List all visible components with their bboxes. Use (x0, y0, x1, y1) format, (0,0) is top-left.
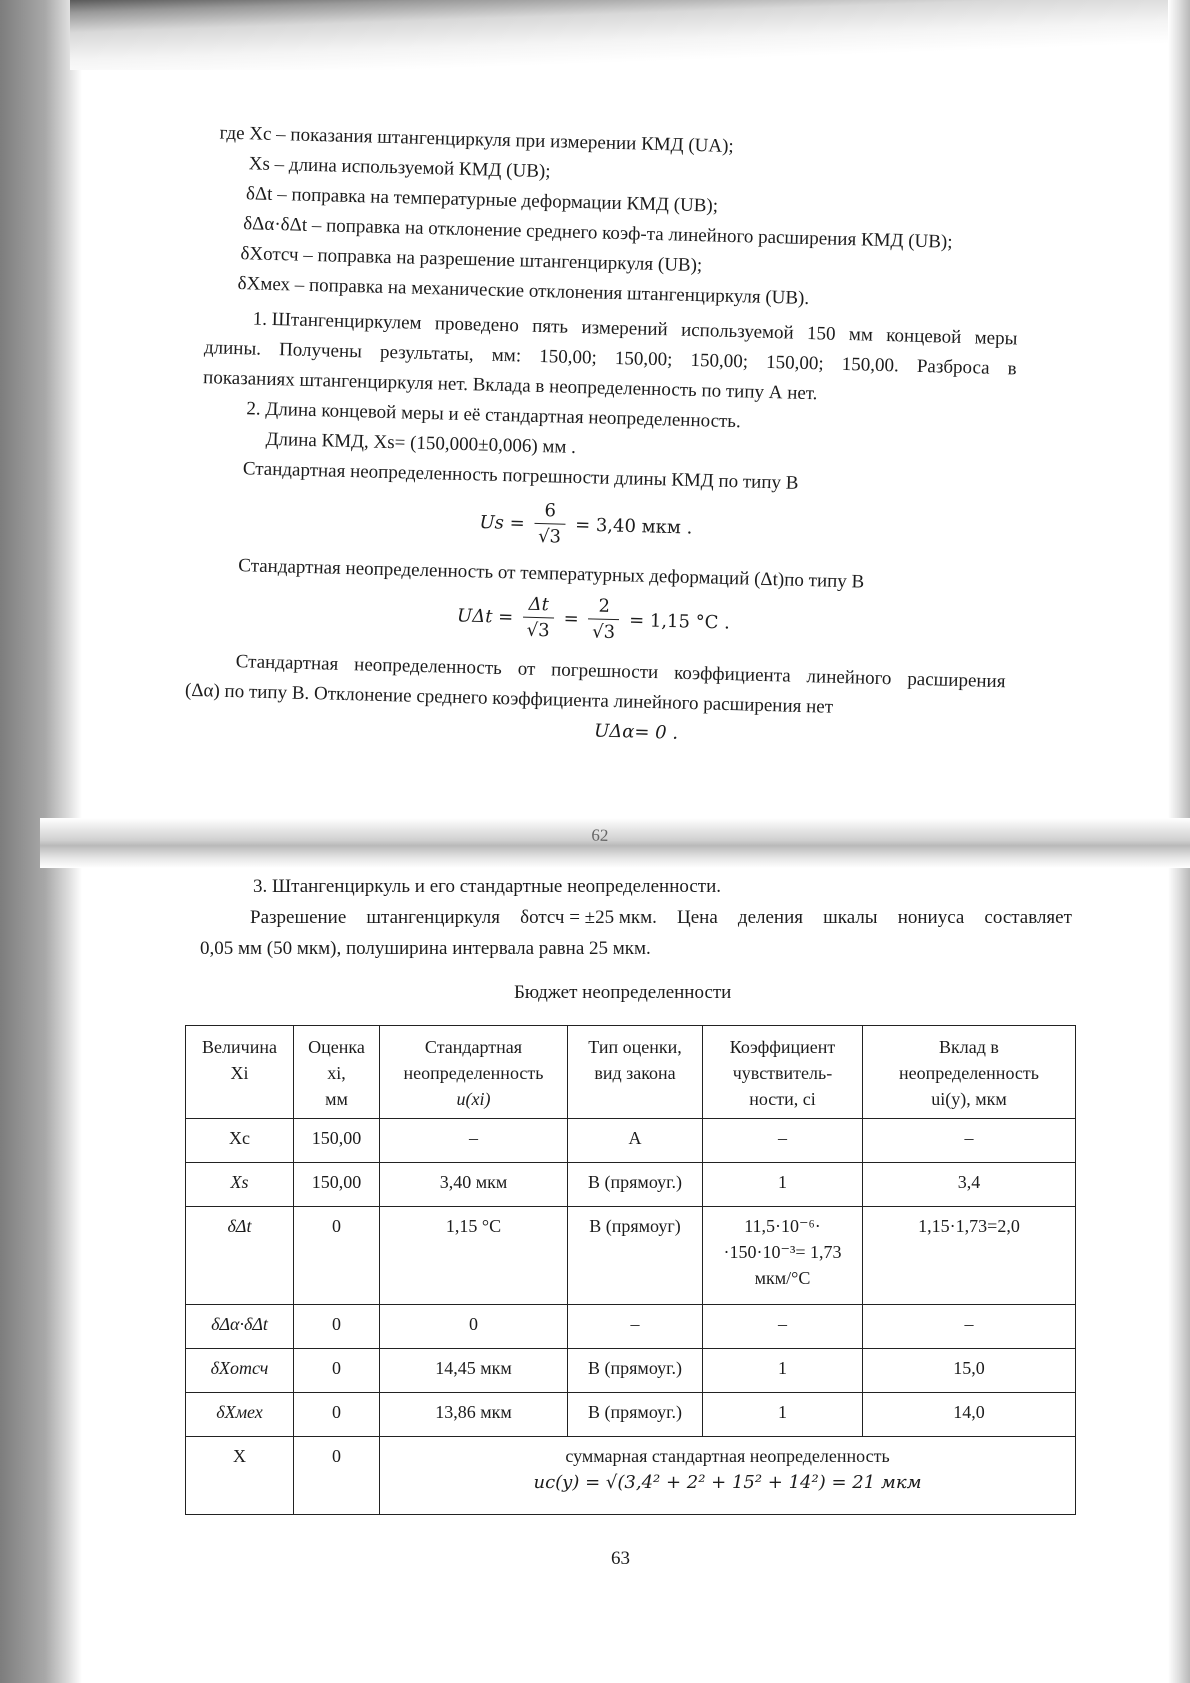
table-row: δΔt 0 1,15 °C В (прямоуг) 11,5·10⁻⁶· ·150·10⁻³= 1,73 мкм/°C 1,15·1,73=2,0 (186, 1207, 1076, 1305)
combined-uncertainty-label: суммарная стандартная неопределенность (565, 1446, 890, 1466)
table-row-total: X 0 суммарная стандартная неопределенность uc(y) = √(3,4² + 2² + 15² + 14²) = 21 мкм (186, 1437, 1076, 1515)
std-coefficient-line-1: Стандартная неопределенность от погрешности коэффициента линейного расширения (235, 651, 1006, 693)
header-quantity: Величина Xi (186, 1026, 294, 1119)
definition-delta-mechanical: δXмех – поправка на механические отклонения штангенциркуля (UB). (237, 273, 810, 310)
combined-uncertainty-formula: uc(y) = √(3,4² + 2² + 15² + 14²) = 21 мкм (533, 1472, 922, 1493)
definition-delta-t: δΔt – поправка на температурные деформации КМД (UB); (245, 183, 719, 217)
header-contribution: Вклад в неопределенность ui(y), мкм (863, 1026, 1076, 1119)
page-number-62: 62 (591, 825, 609, 845)
std-temperature-caption: Стандартная неопределенность от температурных деформаций (Δt)по типу В (238, 555, 865, 593)
std-coefficient-line-2: (Δα) по типу В. Отклонение среднего коэффициента линейного расширения нет (184, 679, 834, 718)
definition-delta-resolution: δXотсч – поправка на разрешение штангенциркуля (UB); (240, 243, 703, 277)
uncertainty-budget-table (185, 1025, 1076, 1515)
header-evaluation-type: Тип оценки, вид закона (568, 1026, 703, 1119)
paragraph-1-line-1: 1. Штангенциркулем проведено пять измерений используемой 150 мм концевой меры (252, 308, 1018, 350)
header-standard-uncertainty: Стандартная неопределенность u(xi) (380, 1026, 568, 1119)
resolution-line-1: Разрешение штангенциркуля δотсч = ±25 мкм. Цена деления шкалы нониуса составляет (250, 907, 1072, 928)
paragraph-1-line-3: показаниях штангенциркуля нет. Вклада в неопределенность по типу А нет. (202, 367, 818, 405)
section-2-heading: 2. Длина концевой меры и её стандартная неопределенность. (246, 398, 742, 433)
header-sensitivity: Коэффициент чувствитель- ности, ci (703, 1026, 863, 1119)
equation-us: Us = $\frac{6}{√3}$ = 3,40 мкм . (479, 500, 693, 548)
table-row: δΔα·δΔt 0 0 – – – (186, 1305, 1076, 1349)
definition-delta-alpha: δΔα·δΔt – поправка на отклонение среднего коэф-та линейного расширения КМД (UB); (242, 213, 953, 253)
paragraph-1-line-2: длины. Получены результаты, мм: 150,00; 150,00; 150,00; 150,00; 150,00. Разброса в (203, 337, 1017, 380)
table-row: δXотсч 0 14,45 мкм В (прямоуг.) 1 15,0 (186, 1349, 1076, 1393)
std-length-caption: Стандартная неопределенность погрешности длины КМД по типу В (242, 458, 799, 494)
table-header-row (186, 1026, 1076, 1119)
equation-ut: UΔt = $\frac{\Delta t}{√3}$ = $\frac{2}{√3}$ = 1,15 °C . (456, 593, 731, 644)
definition-xc: где Xc – показания штангенциркуля при измерении КМД (UA); (219, 122, 735, 157)
header-estimate: Оценка xi, мм (294, 1026, 380, 1119)
table-row: δXмех 0 13,86 мкм В (прямоуг.) 1 14,0 (186, 1393, 1076, 1437)
table-row: Xs 150,00 3,40 мкм В (прямоуг.) 1 3,4 (186, 1163, 1076, 1207)
combined-uncertainty-cell (380, 1437, 1076, 1515)
section-3-heading: 3. Штангенциркуль и его стандартные неопределенности. (253, 876, 721, 897)
page-number-63: 63 (611, 1548, 630, 1569)
resolution-line-2: 0,05 мм (50 мкм), полуширина интервала равна 25 мкм. (200, 938, 651, 959)
definition-xs: Xs – длина используемой КМД (UB); (248, 153, 551, 183)
gauge-block-length: Длина КМД, Xs= (150,000±0,006) мм . (265, 428, 577, 458)
equation-ualpha: UΔα= 0 . (593, 720, 679, 744)
table-row: Xc 150,00 – A – – (186, 1119, 1076, 1163)
table-title: Бюджет неопределенности (514, 982, 732, 1003)
